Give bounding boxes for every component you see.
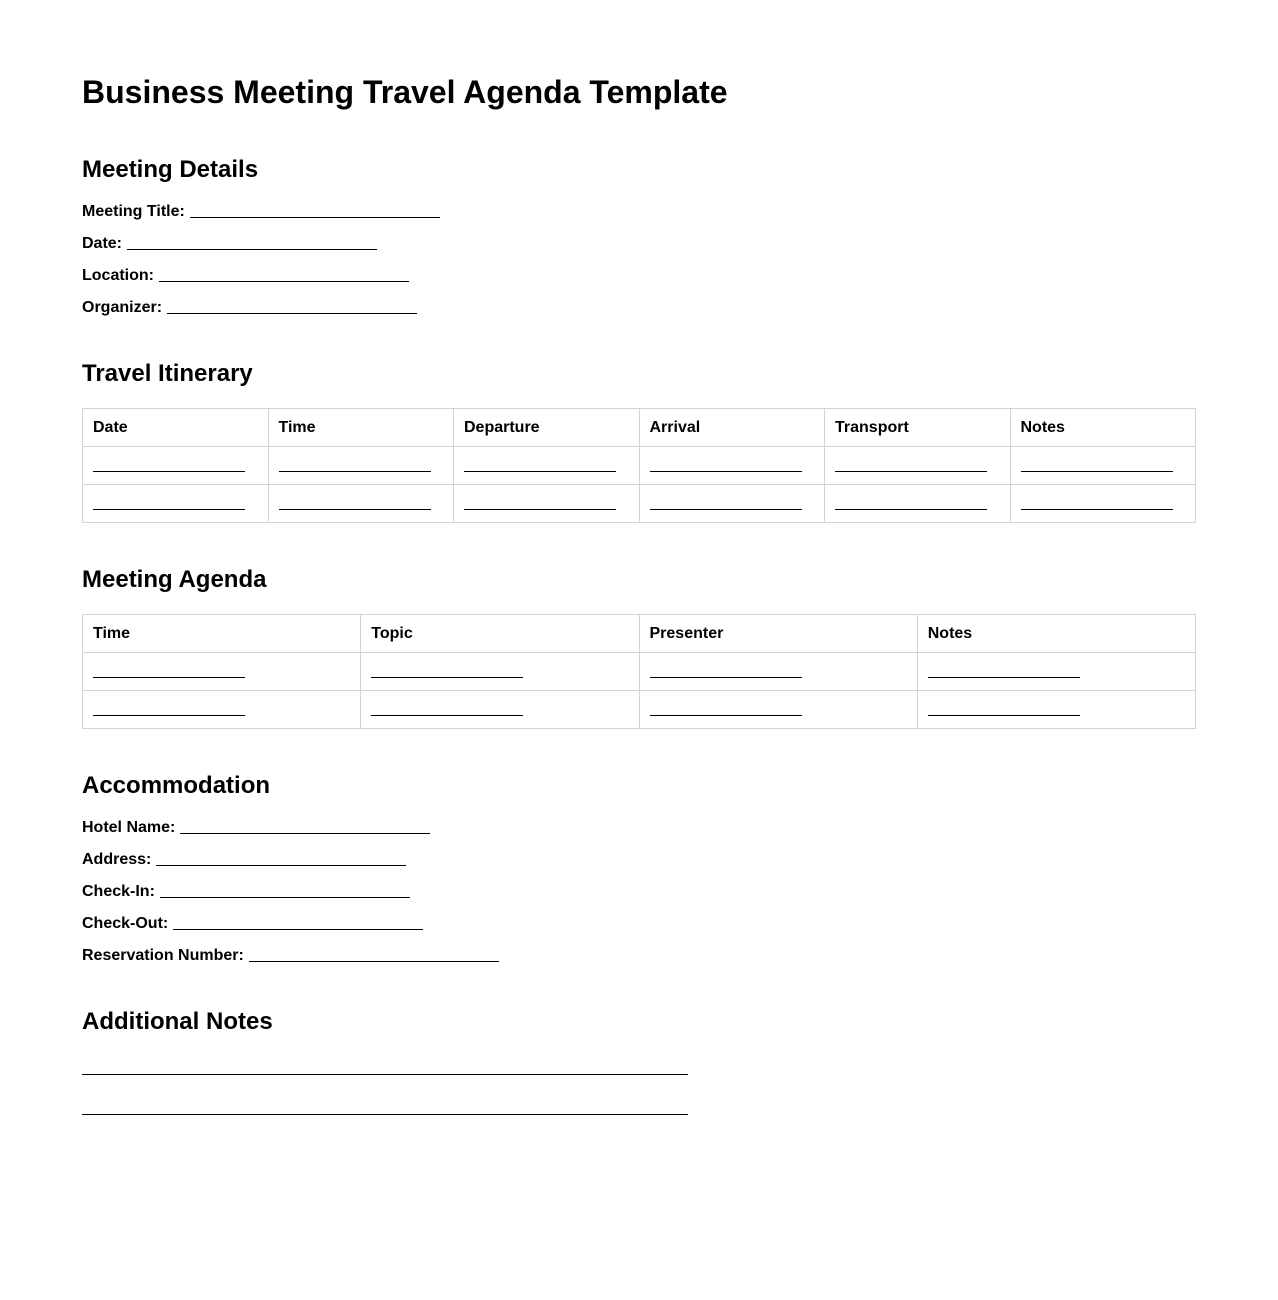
reservation-number-label: Reservation Number: [82,947,244,964]
column-header-notes: Notes [917,615,1195,653]
cell-blank [93,509,245,510]
address-blank[interactable] [156,865,406,866]
date-field [82,232,377,254]
cell-blank [650,471,802,472]
cell-blank [650,677,802,678]
table-cell[interactable] [83,691,361,729]
travel-itinerary-heading: Travel Itinerary [82,360,253,387]
cell-blank [835,509,987,510]
table-cell[interactable] [1010,485,1196,523]
table-cell[interactable] [1010,447,1196,485]
cell-blank [279,471,431,472]
cell-blank [650,509,802,510]
accommodation-heading: Accommodation [82,772,271,799]
table-cell[interactable] [454,447,640,485]
column-header-time: Time [268,409,454,447]
table-cell[interactable] [639,447,825,485]
cell-blank [371,677,523,678]
meeting-agenda-heading: Meeting Agenda [82,566,267,593]
hotel-name-label: Hotel Name: [82,819,176,836]
table-cell[interactable] [639,485,825,523]
check-in-field [82,880,410,902]
meeting-title-label: Meeting Title: [82,203,185,220]
column-header-presenter: Presenter [639,615,917,653]
organizer-label: Organizer: [82,299,163,316]
date-blank[interactable] [127,249,377,250]
table-header-row [83,409,1196,447]
check-out-blank[interactable] [173,929,423,930]
cell-blank [93,677,245,678]
table-cell[interactable] [83,447,269,485]
cell-blank [371,715,523,716]
cell-blank [835,471,987,472]
reservation-number-blank[interactable] [249,961,499,962]
table-cell[interactable] [268,485,454,523]
table-row [83,447,1196,485]
table-cell[interactable] [917,691,1195,729]
cell-blank [464,509,616,510]
organizer-blank[interactable] [167,313,417,314]
date-label: Date: [82,235,123,252]
column-header-notes: Notes [1010,409,1196,447]
cell-blank [464,471,616,472]
page-title: Business Meeting Travel Agenda Template [82,74,728,110]
table-header-row [83,615,1196,653]
column-header-date: Date [83,409,269,447]
table-cell[interactable] [83,653,361,691]
cell-blank [650,715,802,716]
hotel-name-field [82,816,430,838]
table-cell[interactable] [825,485,1011,523]
table-cell[interactable] [361,653,639,691]
cell-blank [93,715,245,716]
table-cell[interactable] [268,447,454,485]
table-row [83,691,1196,729]
column-header-topic: Topic [361,615,639,653]
check-out-field [82,912,423,934]
table-cell[interactable] [917,653,1195,691]
location-field [82,264,409,286]
table-cell[interactable] [83,485,269,523]
column-header-arrival: Arrival [639,409,825,447]
organizer-field [82,296,417,318]
check-in-label: Check-In: [82,883,155,900]
address-field [82,848,406,870]
column-header-transport: Transport [825,409,1011,447]
cell-blank [928,677,1080,678]
notes-line[interactable] [82,1114,688,1115]
location-blank[interactable] [159,281,409,282]
table-cell[interactable] [639,653,917,691]
meeting-agenda-table [82,614,1196,729]
cell-blank [1021,471,1173,472]
cell-blank [1021,509,1173,510]
table-cell[interactable] [454,485,640,523]
cell-blank [93,471,245,472]
notes-line[interactable] [82,1074,688,1075]
location-label: Location: [82,267,154,284]
column-header-departure: Departure [454,409,640,447]
meeting-title-field [82,200,440,222]
check-in-blank[interactable] [160,897,410,898]
additional-notes-heading: Additional Notes [82,1008,273,1035]
table-cell[interactable] [825,447,1011,485]
meeting-details-heading: Meeting Details [82,156,259,183]
travel-itinerary-table [82,408,1196,523]
table-row [83,485,1196,523]
cell-blank [279,509,431,510]
column-header-time: Time [83,615,361,653]
check-out-label: Check-Out: [82,915,169,932]
meeting-title-blank[interactable] [190,217,440,218]
reservation-number-field [82,944,499,966]
table-cell[interactable] [361,691,639,729]
table-cell[interactable] [639,691,917,729]
address-label: Address: [82,851,152,868]
cell-blank [928,715,1080,716]
hotel-name-blank[interactable] [180,833,430,834]
table-row [83,653,1196,691]
